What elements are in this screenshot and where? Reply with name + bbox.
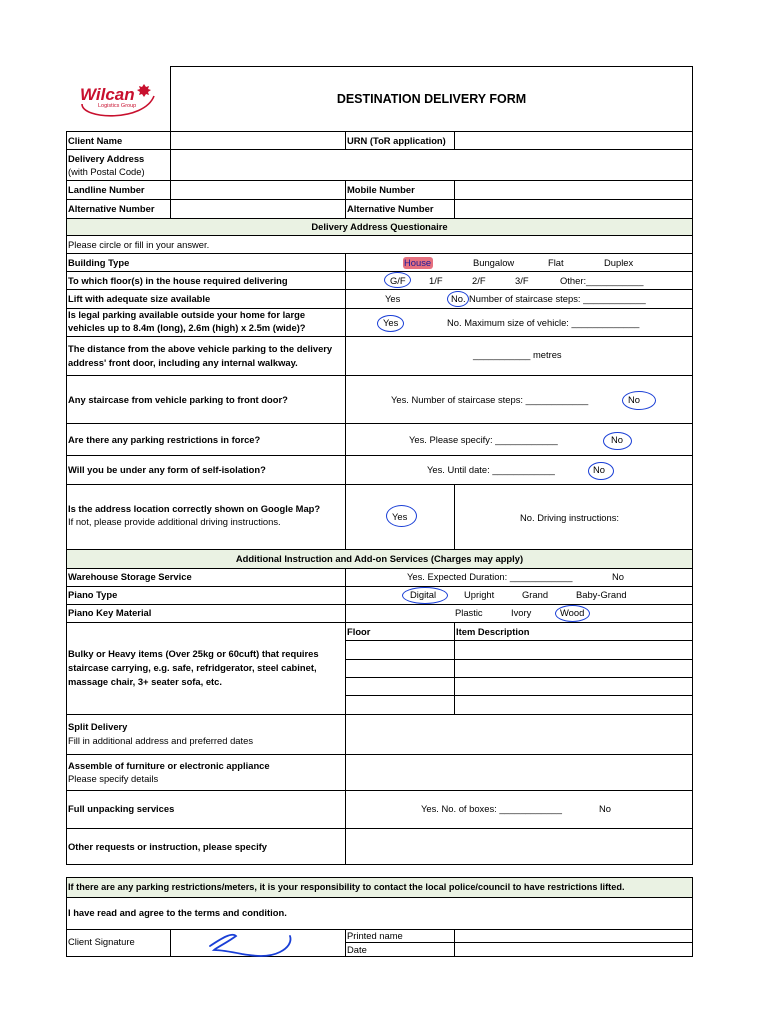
wood-circle-mark <box>555 605 590 622</box>
assemble-field[interactable] <box>346 755 691 789</box>
piano-type-label: Piano Type <box>68 589 118 600</box>
col-item-header: Item Description <box>456 626 530 637</box>
option-grand[interactable]: Grand <box>522 589 549 600</box>
unpacking-yes[interactable]: Yes. No. of boxes: ____________ <box>421 803 562 814</box>
gf-circle-mark <box>384 272 411 288</box>
option-digital[interactable]: Digital <box>410 589 437 600</box>
parking-notice: If there are any parking restrictions/meters, it is your responsibility to contact the local police/council to have restrictions lifted. <box>68 882 625 892</box>
distance-label-1: The distance from the above vehicle parking to the delivery <box>68 343 333 354</box>
alt-number-field[interactable] <box>171 200 344 218</box>
assemble-label: Assemble of furniture or electronic appliance <box>68 760 270 771</box>
landline-label: Landline Number <box>68 184 145 195</box>
logo-tagline: Logistics Group <box>98 103 137 109</box>
mobile-label: Mobile Number <box>347 184 415 195</box>
parking-label-1: Is legal parking available outside your home for large <box>68 309 306 320</box>
restrictions-no-circle-mark <box>603 432 632 450</box>
delivery-address-field[interactable] <box>171 150 691 180</box>
piano-key-label: Piano Key Material <box>68 607 152 618</box>
parking-label-2: vehicles up to 8.4m (long), 2.6m (high) x 2.5m (wide)? <box>68 322 306 333</box>
urn-label: URN (ToR application) <box>347 135 446 146</box>
postal-code-hint: (with Postal Code) <box>68 166 145 177</box>
bulky-item-cell-3[interactable] <box>455 678 691 694</box>
option-baby-grand[interactable]: Baby-Grand <box>576 589 627 600</box>
warehouse-yes[interactable]: Yes. Expected Duration: ____________ <box>407 571 573 582</box>
digital-circle-mark <box>402 587 448 604</box>
urn-field[interactable] <box>455 132 691 149</box>
bulky-floor-cell-1[interactable] <box>346 641 453 658</box>
lift-no-circle-mark <box>447 291 469 307</box>
option-gf[interactable]: G/F <box>390 275 406 286</box>
lift-steps[interactable]: Number of staircase steps: ____________ <box>469 293 646 304</box>
bulky-label-3: massage chair, 3+ seater sofa, etc. <box>68 676 223 687</box>
split-field[interactable] <box>346 715 691 753</box>
parking-yes[interactable]: Yes <box>383 317 399 328</box>
isolation-no[interactable]: No <box>593 464 605 475</box>
distance-label-2: address' front door, including any internal walkway. <box>68 357 298 368</box>
bulky-floor-cell-3[interactable] <box>346 678 453 694</box>
bulky-item-cell-2[interactable] <box>455 660 691 676</box>
split-label: Split Delivery <box>68 721 128 732</box>
warehouse-no[interactable]: No <box>612 571 624 582</box>
google-yes[interactable]: Yes <box>392 511 408 522</box>
alt-number-field-2[interactable] <box>455 200 691 218</box>
page-title: DESTINATION DELIVERY FORM <box>336 92 527 106</box>
option-flat[interactable]: Flat <box>548 257 564 268</box>
distance-answer[interactable]: ___________ metres <box>473 349 562 360</box>
isolation-label: Will you be under any form of self-isolation? <box>68 464 266 475</box>
questionnaire-header: Delivery Address Questionaire <box>311 221 448 232</box>
bulky-label-1: Bulky or Heavy items (Over 25kg or 60cuft) that requires <box>68 648 319 659</box>
client-name-field[interactable] <box>171 132 344 149</box>
bulky-floor-cell-2[interactable] <box>346 660 453 676</box>
parking-no[interactable]: No. Maximum size of vehicle: _____________ <box>447 317 640 328</box>
staircase-yes[interactable]: Yes. Number of staircase steps: ____________ <box>391 394 589 405</box>
signature-scribble-icon <box>202 926 302 960</box>
lift-no[interactable]: No. <box>451 293 466 304</box>
agree-statement: I have read and agree to the terms and condition. <box>68 907 287 918</box>
option-duplex[interactable]: Duplex <box>604 257 634 268</box>
lift-yes[interactable]: Yes <box>385 293 401 304</box>
unpacking-no[interactable]: No <box>599 803 611 814</box>
instruction-text: Please circle or fill in your answer. <box>68 239 210 250</box>
floor-label: To which floor(s) in the house required delivering <box>68 275 288 286</box>
isolation-no-circle-mark <box>588 462 614 480</box>
mobile-field[interactable] <box>455 181 691 199</box>
option-upright[interactable]: Upright <box>464 589 495 600</box>
unpacking-label: Full unpacking services <box>68 803 175 814</box>
alt-number-label: Alternative Number <box>68 203 155 214</box>
lift-label: Lift with adequate size available <box>68 293 211 304</box>
warehouse-label: Warehouse Storage Service <box>68 571 192 582</box>
delivery-address-label: Delivery Address <box>68 153 145 164</box>
client-signature-label: Client Signature <box>68 936 135 947</box>
landline-field[interactable] <box>171 181 344 199</box>
option-wood[interactable]: Wood <box>560 607 585 618</box>
printed-name-field[interactable] <box>455 930 691 942</box>
option-1f[interactable]: 1/F <box>429 275 443 286</box>
staircase-no[interactable]: No <box>628 394 640 405</box>
google-no[interactable]: No. Driving instructions: <box>520 512 619 523</box>
bulky-item-cell-1[interactable] <box>455 641 691 658</box>
date-label: Date <box>347 944 367 955</box>
bulky-label-2: staircase carrying, e.g. safe, refridgerator, steel cabinet, <box>68 662 317 673</box>
other-requests-field[interactable] <box>346 829 691 863</box>
col-floor-header: Floor <box>347 626 371 637</box>
staircase-label: Any staircase from vehicle parking to front door? <box>68 394 288 405</box>
google-label-2: If not, please provide additional driving instructions. <box>68 516 281 527</box>
logo-name: Wilcan <box>80 85 135 104</box>
wilcan-logo <box>74 78 160 122</box>
other-requests-label: Other requests or instruction, please specify <box>68 841 268 852</box>
restrictions-yes[interactable]: Yes. Please specify: ____________ <box>409 434 558 445</box>
client-name-label: Client Name <box>68 135 123 146</box>
option-3f[interactable]: 3/F <box>515 275 529 286</box>
option-bungalow[interactable]: Bungalow <box>473 257 515 268</box>
floor-other[interactable]: Other:___________ <box>560 275 644 286</box>
staircase-no-circle-mark <box>622 391 656 410</box>
google-label-1: Is the address location correctly shown on Google Map? <box>68 503 321 514</box>
option-ivory[interactable]: Ivory <box>511 607 532 618</box>
bulky-floor-cell-4[interactable] <box>346 696 453 713</box>
restrictions-no[interactable]: No <box>611 434 623 445</box>
addons-header: Additional Instruction and Add-on Services (Charges may apply) <box>235 553 524 564</box>
isolation-yes[interactable]: Yes. Until date: ____________ <box>427 464 555 475</box>
option-house[interactable]: House <box>404 257 432 268</box>
building-type-label: Building Type <box>68 257 130 268</box>
google-yes-circle-mark <box>386 505 417 527</box>
printed-name-label: Printed name <box>347 930 403 941</box>
date-field[interactable] <box>455 943 691 956</box>
split-hint: Fill in additional address and preferred dates <box>68 735 254 746</box>
parking-yes-circle-mark <box>377 315 404 332</box>
assemble-hint: Please specify details <box>68 773 159 784</box>
bulky-item-cell-4[interactable] <box>455 696 691 713</box>
option-plastic[interactable]: Plastic <box>455 607 483 618</box>
alt-number-label-2: Alternative Number <box>347 203 434 214</box>
restrictions-label: Are there any parking restrictions in force? <box>68 434 261 445</box>
option-2f[interactable]: 2/F <box>472 275 486 286</box>
